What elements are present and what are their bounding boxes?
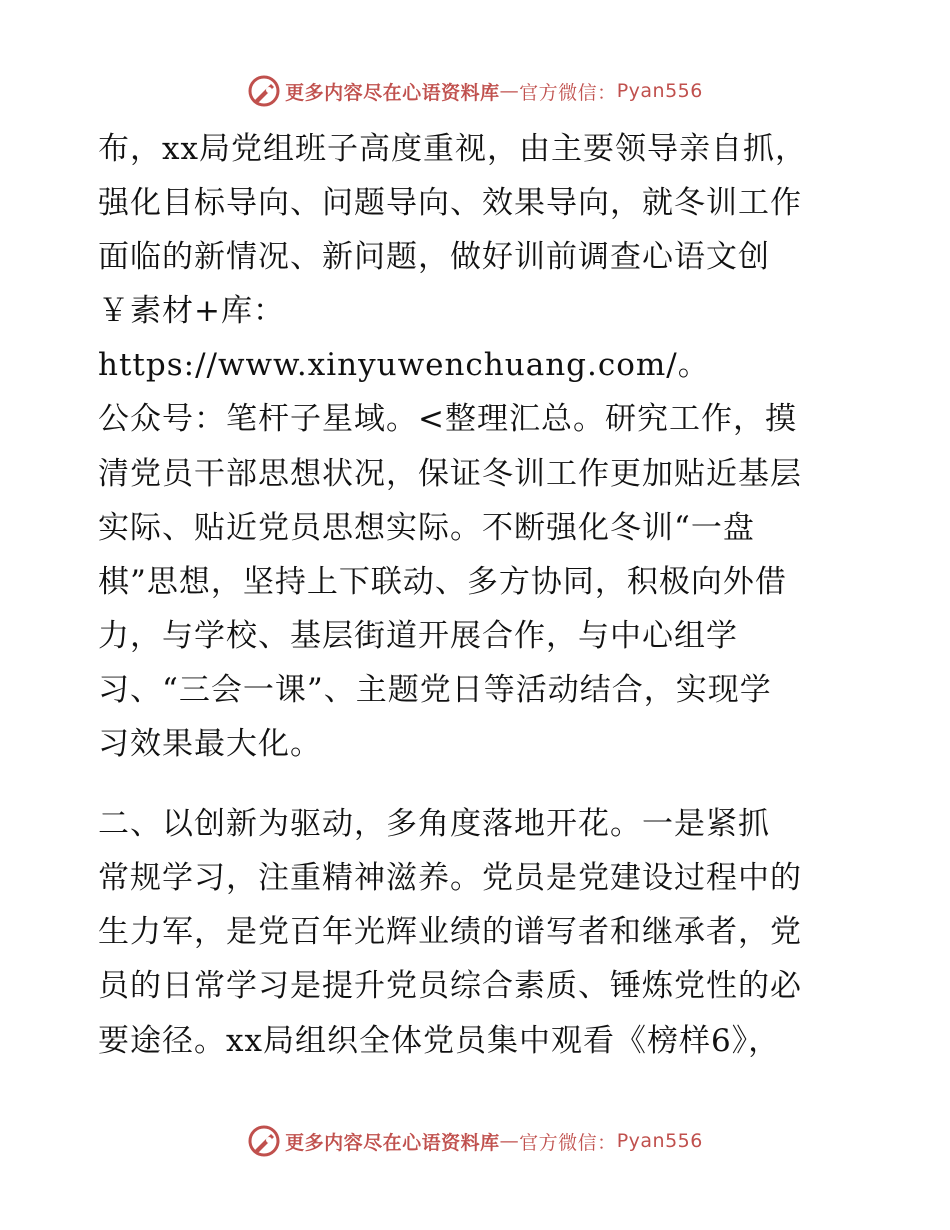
watermark-separator: —: [499, 1130, 520, 1152]
pen-logo-icon: [247, 1124, 281, 1158]
watermark-wechat-id: Pyan556: [616, 1130, 703, 1152]
watermark-official-label: 官方微信：: [519, 1131, 617, 1154]
watermark-brand: 更多内容尽在心语资料库: [285, 81, 500, 104]
watermark-brand: 更多内容尽在心语资料库: [285, 1131, 500, 1154]
paragraph-1: 布，xx局党组班子高度重视，由主要领导亲自抓， 强化目标导向、问题导向、效果导向，就冬训工作 面临的新情况、新问题，做好训前调查心语文创 ￥素材+库：https://www.xinyuwenchuang.com/。 公众号：笔杆子星域。<整理汇总。研究工作，摸 清党员干部思想状况，保证冬训工作更加贴近基层 实际、贴近党员思想实际。不断强化冬训“一盘 棋”思想，坚持上下联动、多方协同，积极向外借 力，与学校、基层街道开展合作，与中心组学 习、“三会一课”、主题党日等活动结合，实现学 习效果最大化。: [98, 131, 807, 763]
pen-logo-icon: [247, 74, 281, 108]
watermark-official-label: 官方微信：: [519, 81, 617, 104]
header-watermark: [0, 74, 950, 108]
paragraph-2: 二、以创新为驱动，多角度落地开花。一是紧抓 常规学习，注重精神滋养。党员是党建设过程中的 生力军，是党百年光辉业绩的谱写者和继承者，党 员的日常学习是提升党员综合素质、锤炼党性的必 要途径。xx局组织全体党员集中观看《榜样6》，: [98, 806, 802, 1059]
watermark-separator: —: [499, 80, 520, 102]
footer-watermark: [0, 1124, 950, 1158]
document-body: [98, 122, 858, 1068]
watermark-wechat-id: Pyan556: [616, 80, 703, 102]
